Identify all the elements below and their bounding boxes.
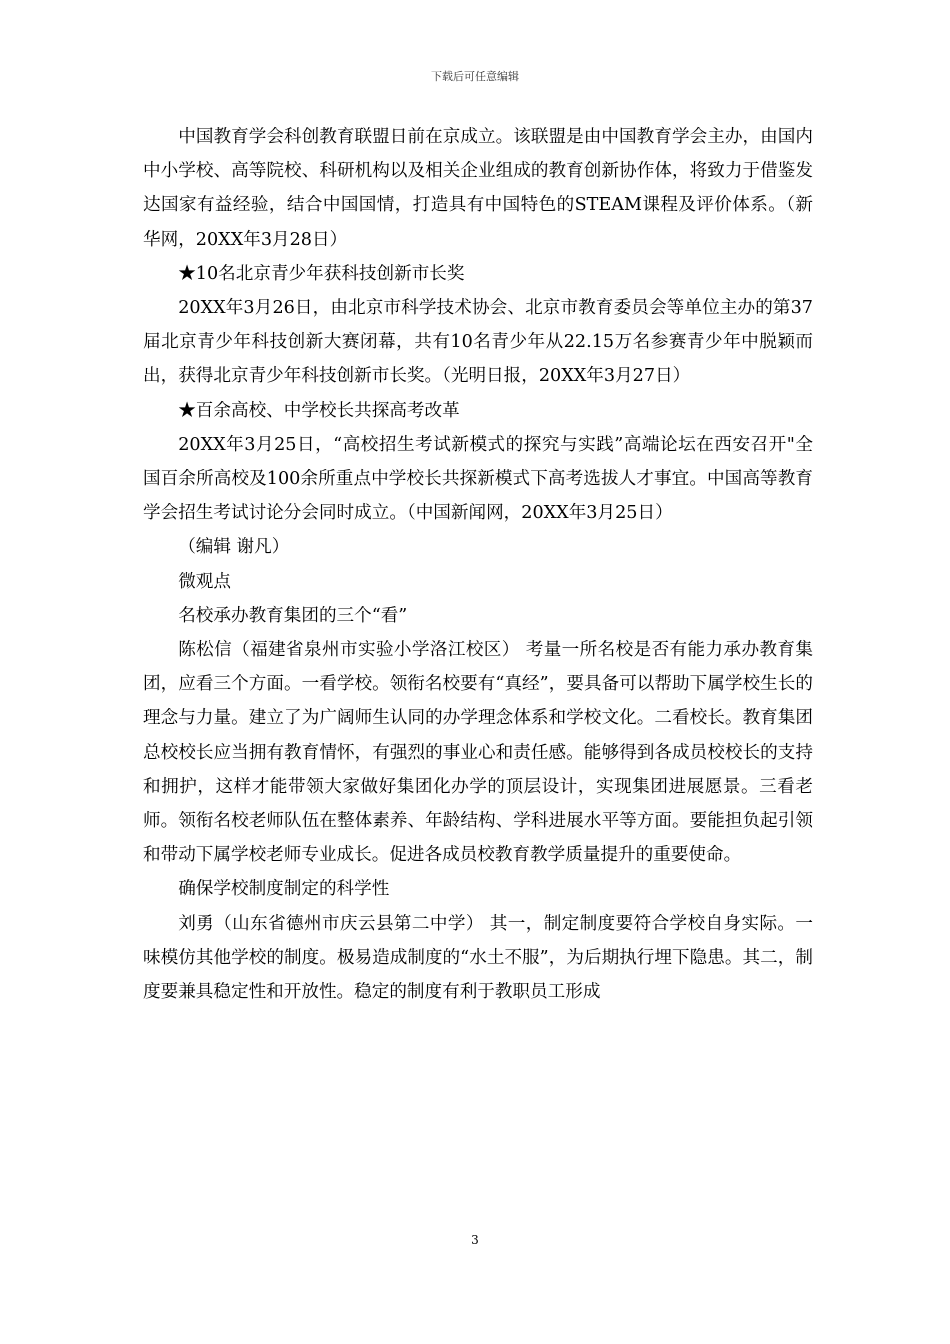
heading-mayor-award: ★10名北京青少年获科技创新市长奖 — [178, 263, 465, 284]
paragraph-education-group: 陈松信（福建省泉州市实验小学洛江校区） 考量一所名校是否有能力承办教育集团，应看三个方面。一看学校。领衔名校要有“真经”，要具备可以帮助下属学校生长的理念与力量。建立了为广阔师生认同的办学理念体系和学校文化。二看校长。教育集团总校校长应当拥有教育情怀，有强烈的事业心和责任感。能够得到各成员校校长的支持和拥护，这样才能带领大家做好集团化办学的顶层设计，实现集团进展愿景。三看老师。领衔名校老师队伍在整体素养、年龄结构、学科进展水平等方面。要能担负起引领和带动下属学校老师专业成长。促进各成员校教育教学质量提升的重要使命。 — [143, 640, 813, 866]
page-number: 3 — [471, 1233, 479, 1247]
heading-school-policy: 确保学校制度制定的科学性 — [178, 879, 390, 900]
section-title-micro-views: 微观点 — [178, 571, 231, 592]
page-header: 下载后可任意编辑 — [431, 70, 519, 83]
document-body — [143, 120, 813, 1009]
editor-credit: （编辑 谢凡） — [178, 537, 290, 558]
paragraph-alliance-news: 中国教育学会科创教育联盟日前在京成立。该联盟是由中国教育学会主办，由国内中小学校、高等院校、科研机构以及相关企业组成的教育创新协作体，将致力于借鉴发达国家有益经验，结合中国国情，打造具有中国特色的STEAM课程及评价体系。（新华网，20XX年3月28日） — [143, 127, 813, 250]
heading-exam-reform: ★百余高校、中学校长共探高考改革 — [178, 400, 460, 421]
paragraph-mayor-award: 20XX年3月26日，由北京市科学技术协会、北京市教育委员会等单位主办的第37届北京青少年科技创新大赛闭幕，共有10名青少年从22.15万名参赛青少年中脱颖而出，获得北京青少年科技创新市长奖。（光明日报，20XX年3月27日） — [143, 298, 813, 387]
heading-education-group: 名校承办教育集团的三个“看” — [178, 605, 408, 626]
paragraph-exam-reform: 20XX年3月25日，“高校招生考试新模式的探究与实践”高端论坛在西安召开"全国百余所高校及100余所重点中学校长共探新模式下高考选拔人才事宜。中国高等教育学会招生考试讨论分会同时成立。（中国新闻网，20XX年3月25日） — [143, 434, 813, 524]
paragraph-school-policy: 刘勇（山东省德州市庆云县第二中学） 其一，制定制度要符合学校自身实际。一味模仿其他学校的制度。极易造成制度的“水土不服”，为后期执行埋下隐患。其二，制度要兼具稳定性和开放性。稳定的制度有利于教职员工形成 — [143, 913, 813, 1003]
